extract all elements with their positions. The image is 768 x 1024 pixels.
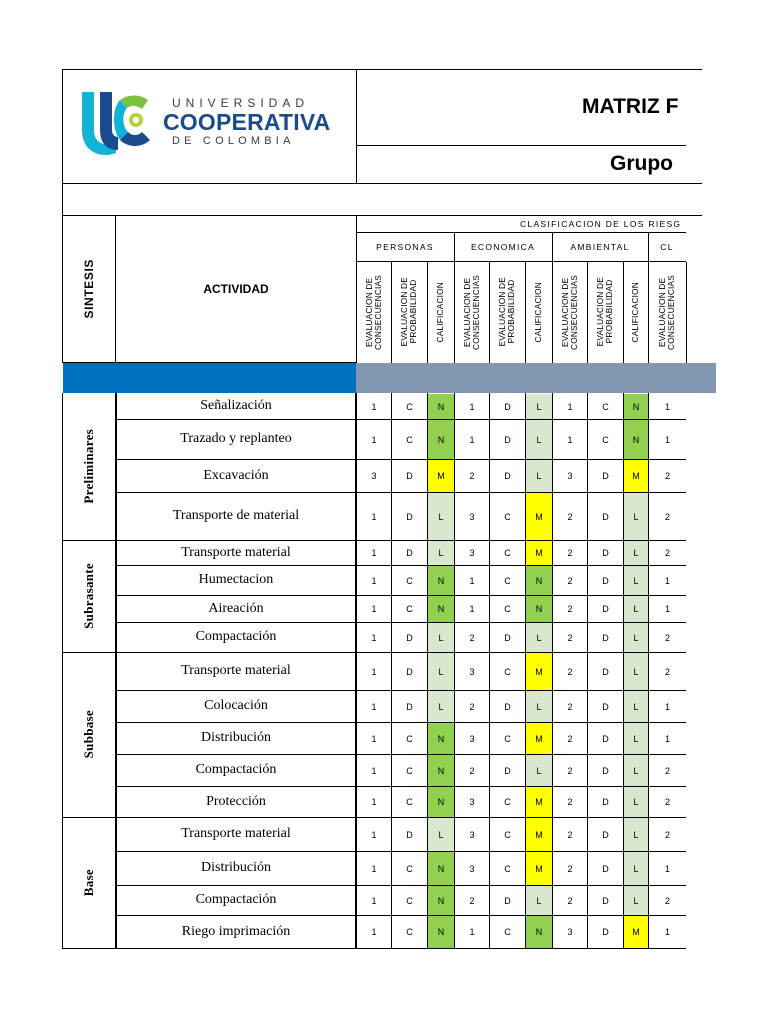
rating-cell: N: [428, 886, 454, 915]
value-cell: D: [602, 863, 609, 874]
value-cell: D: [602, 733, 609, 744]
value-cell: 3: [567, 471, 573, 481]
section-band-left: [63, 363, 356, 393]
value-cell: 3: [371, 471, 377, 481]
value-cell: C: [406, 895, 413, 906]
value-cell: D: [504, 895, 511, 906]
rating-cell: L: [624, 691, 648, 722]
value-cell: 1: [469, 575, 475, 586]
group-header: AMBIENTAL: [570, 242, 630, 252]
sub-header: EVALUACION DE CONSECUENCIAS: [461, 274, 481, 350]
value-cell: D: [406, 701, 413, 712]
value-cell: 1: [664, 434, 670, 445]
rating-cell: L: [624, 623, 648, 652]
value-cell: 3: [469, 666, 475, 677]
value-cell: 1: [664, 733, 670, 744]
value-cell: C: [602, 401, 609, 412]
value-cell: C: [504, 666, 511, 677]
rating-cell: L: [526, 460, 552, 492]
value-cell: D: [406, 471, 413, 481]
value-cell: D: [602, 604, 609, 614]
rating-cell: L: [526, 394, 552, 419]
rating-cell: L: [624, 886, 648, 915]
value-cell: 2: [469, 632, 475, 643]
value-cell: 1: [371, 863, 377, 874]
activity-cell: Transporte material: [181, 826, 291, 841]
value-cell: 1: [371, 401, 377, 412]
value-cell: 2: [664, 666, 670, 677]
value-cell: D: [602, 575, 609, 586]
group-header: ECONOMICA: [470, 242, 536, 252]
value-cell: 1: [371, 927, 377, 937]
rating-cell: M: [624, 460, 648, 492]
value-cell: 1: [664, 575, 670, 586]
value-cell: 2: [469, 471, 475, 481]
value-cell: 2: [567, 765, 573, 776]
sub-header: CALIFICACION: [533, 281, 543, 343]
rating-cell: L: [526, 691, 552, 722]
sub-header: EVALUACION DE PROBABILIDAD: [595, 277, 614, 347]
value-cell: C: [504, 575, 511, 586]
rating-cell: L: [526, 420, 552, 459]
value-cell: 1: [664, 701, 670, 712]
value-cell: C: [406, 765, 413, 776]
value-cell: 2: [664, 797, 670, 807]
value-cell: 1: [567, 401, 573, 412]
page-title: MATRIZ F: [582, 95, 679, 118]
value-cell: 1: [371, 733, 377, 744]
value-cell: 2: [664, 765, 670, 776]
value-cell: 2: [567, 863, 573, 874]
value-cell: 2: [469, 895, 475, 906]
rating-cell: N: [428, 916, 454, 948]
value-cell: D: [602, 797, 609, 807]
rating-cell: M: [526, 852, 552, 885]
value-cell: 2: [567, 895, 573, 906]
value-cell: D: [504, 701, 511, 712]
value-cell: C: [504, 733, 511, 744]
value-cell: 3: [469, 863, 475, 874]
sub-header: CALIFICACION: [435, 281, 445, 343]
logo-line2: COOPERATIVA: [163, 109, 331, 135]
value-cell: 1: [371, 575, 377, 586]
rating-cell: N: [526, 916, 552, 948]
activity-cell: Transporte material: [181, 663, 291, 678]
activity-cell: Compactación: [195, 762, 277, 777]
rating-cell: N: [624, 394, 648, 419]
value-cell: 2: [567, 733, 573, 744]
activity-cell: Señalización: [200, 398, 272, 413]
value-cell: C: [504, 927, 511, 937]
activity-cell: Riego imprimación: [181, 923, 291, 939]
activity-cell: Compactación: [195, 629, 277, 644]
value-cell: 3: [469, 511, 475, 522]
value-cell: 3: [469, 829, 475, 840]
logo-uc-icon: [80, 90, 156, 156]
activity-cell: Humectacion: [198, 572, 274, 587]
university-logo: [80, 90, 330, 156]
value-cell: 1: [371, 548, 377, 558]
value-cell: C: [504, 511, 511, 522]
value-cell: 2: [469, 701, 475, 712]
rating-cell: L: [624, 755, 648, 786]
value-cell: C: [504, 829, 511, 840]
rating-cell: N: [428, 755, 454, 786]
value-cell: D: [504, 471, 511, 481]
value-cell: D: [504, 401, 511, 412]
activity-cell: Protección: [206, 793, 266, 809]
value-cell: 3: [469, 797, 475, 807]
sub-header: CALIFICACION: [630, 281, 640, 343]
sub-header: EVALUACION DE PROBABILIDAD: [399, 277, 418, 347]
value-cell: 1: [371, 666, 377, 677]
rating-cell: M: [526, 653, 552, 690]
rating-cell: L: [624, 723, 648, 754]
value-cell: D: [602, 895, 609, 906]
group-header: CL: [660, 242, 674, 252]
rating-cell: L: [428, 818, 454, 851]
rating-cell: M: [428, 460, 454, 492]
rating-cell: N: [428, 394, 454, 419]
activity-cell: Aireación: [208, 600, 264, 616]
value-cell: D: [406, 632, 413, 643]
value-cell: D: [602, 666, 609, 677]
rating-cell: N: [526, 596, 552, 622]
value-cell: C: [406, 863, 413, 874]
value-cell: 1: [664, 927, 670, 937]
rating-cell: N: [428, 596, 454, 622]
value-cell: 2: [567, 797, 573, 807]
activity-cell: Compactación: [195, 892, 277, 907]
rating-cell: N: [428, 852, 454, 885]
section-label: Base: [81, 868, 96, 897]
rating-cell: L: [428, 691, 454, 722]
rating-cell: M: [526, 787, 552, 817]
value-cell: 1: [664, 604, 670, 614]
rating-cell: L: [526, 886, 552, 915]
group-header: PERSONAS: [376, 242, 434, 252]
rating-cell: N: [624, 420, 648, 459]
activity-cell: Excavación: [203, 467, 269, 483]
activity-cell: Transporte material: [181, 544, 291, 560]
value-cell: D: [602, 511, 609, 522]
section-label: Preliminares: [81, 429, 96, 504]
rating-cell: M: [526, 723, 552, 754]
value-cell: 2: [469, 765, 475, 776]
rating-cell: N: [428, 787, 454, 817]
rating-cell: M: [526, 541, 552, 565]
value-cell: D: [406, 829, 413, 840]
activity-cell: Colocación: [204, 698, 268, 713]
logo-line1: UNIVERSIDAD: [172, 96, 310, 110]
value-cell: C: [406, 927, 413, 937]
value-cell: 3: [469, 548, 475, 558]
value-cell: D: [602, 548, 609, 558]
rating-cell: L: [624, 852, 648, 885]
value-cell: D: [602, 632, 609, 643]
value-cell: 1: [469, 401, 475, 412]
value-cell: 1: [371, 895, 377, 906]
value-cell: 2: [664, 632, 670, 643]
section-label: Subbase: [81, 710, 96, 759]
value-cell: D: [602, 765, 609, 776]
value-cell: D: [602, 927, 609, 937]
value-cell: 1: [664, 401, 670, 412]
value-cell: 1: [371, 434, 377, 445]
value-cell: 2: [664, 511, 670, 522]
activity-cell: Transporte de material: [172, 508, 300, 523]
value-cell: C: [504, 604, 511, 614]
rating-cell: L: [624, 493, 648, 540]
sub-header: EVALUACION DE CONSECUENCIAS: [363, 274, 383, 350]
value-cell: 1: [469, 604, 475, 614]
rating-cell: L: [624, 787, 648, 817]
value-cell: 2: [567, 604, 573, 614]
sub-header: EVALUACION DE CONSECUENCIAS: [657, 274, 676, 350]
value-cell: C: [406, 434, 413, 445]
value-cell: 2: [567, 575, 573, 586]
value-cell: 1: [371, 829, 377, 840]
value-cell: 1: [371, 604, 377, 614]
value-cell: 2: [567, 829, 573, 840]
rating-cell: N: [428, 723, 454, 754]
col-sintesis: SINTESIS: [82, 259, 96, 319]
logo-line3: DE COLOMBIA: [172, 135, 295, 147]
value-cell: C: [406, 575, 413, 586]
value-cell: 1: [371, 511, 377, 522]
rating-cell: L: [428, 623, 454, 652]
value-cell: 2: [664, 829, 670, 840]
super-header: CLASIFICACION DE LOS RIESG: [520, 219, 682, 229]
rating-cell: L: [624, 566, 648, 595]
rating-cell: N: [428, 420, 454, 459]
value-cell: D: [504, 434, 511, 445]
value-cell: 2: [664, 548, 670, 558]
value-cell: D: [602, 471, 609, 481]
value-cell: 2: [567, 511, 573, 522]
sub-header: EVALUACION DE CONSECUENCIAS: [559, 274, 579, 350]
rating-cell: N: [428, 566, 454, 595]
rating-cell: L: [624, 818, 648, 851]
value-cell: C: [406, 797, 413, 807]
value-cell: 2: [567, 632, 573, 643]
value-cell: 1: [469, 434, 475, 445]
rating-cell: M: [526, 818, 552, 851]
value-cell: C: [406, 733, 413, 744]
value-cell: 2: [567, 666, 573, 677]
page-subtitle: Grupo: [610, 152, 673, 175]
rating-cell: L: [624, 541, 648, 565]
value-cell: 2: [664, 471, 670, 481]
col-actividad: ACTIVIDAD: [203, 282, 269, 296]
value-cell: C: [504, 548, 511, 558]
value-cell: D: [406, 511, 413, 522]
section-label: Subrasante: [81, 563, 96, 629]
rating-cell: L: [428, 653, 454, 690]
value-cell: C: [406, 401, 413, 412]
value-cell: 3: [567, 927, 573, 937]
value-cell: 2: [664, 895, 670, 906]
value-cell: 1: [371, 701, 377, 712]
rating-cell: L: [624, 653, 648, 690]
value-cell: 1: [664, 863, 670, 874]
value-cell: 1: [371, 765, 377, 776]
value-cell: D: [504, 632, 511, 643]
activity-cell: Trazado y replanteo: [180, 431, 292, 446]
sub-header: EVALUACION DE PROBABILIDAD: [497, 277, 516, 347]
value-cell: 1: [371, 632, 377, 643]
rating-cell: N: [526, 566, 552, 595]
activity-cell: Distribución: [201, 860, 271, 875]
value-cell: 1: [469, 927, 475, 937]
value-cell: D: [406, 666, 413, 677]
value-cell: C: [504, 863, 511, 874]
value-cell: D: [602, 829, 609, 840]
rating-cell: M: [526, 493, 552, 540]
rating-cell: L: [428, 493, 454, 540]
value-cell: 2: [567, 548, 573, 558]
value-cell: D: [406, 548, 413, 558]
value-cell: C: [406, 604, 413, 614]
value-cell: C: [602, 434, 609, 445]
value-cell: 3: [469, 733, 475, 744]
value-cell: C: [504, 797, 511, 807]
value-cell: 1: [371, 797, 377, 807]
value-cell: D: [504, 765, 511, 776]
rating-cell: L: [526, 755, 552, 786]
rating-cell: M: [624, 916, 648, 948]
rating-cell: L: [428, 541, 454, 565]
activity-cell: Distribución: [201, 730, 271, 745]
value-cell: D: [602, 701, 609, 712]
value-cell: 2: [567, 701, 573, 712]
section-band-right: [356, 363, 716, 393]
rating-cell: L: [624, 596, 648, 622]
value-cell: 1: [567, 434, 573, 445]
rating-cell: L: [526, 623, 552, 652]
